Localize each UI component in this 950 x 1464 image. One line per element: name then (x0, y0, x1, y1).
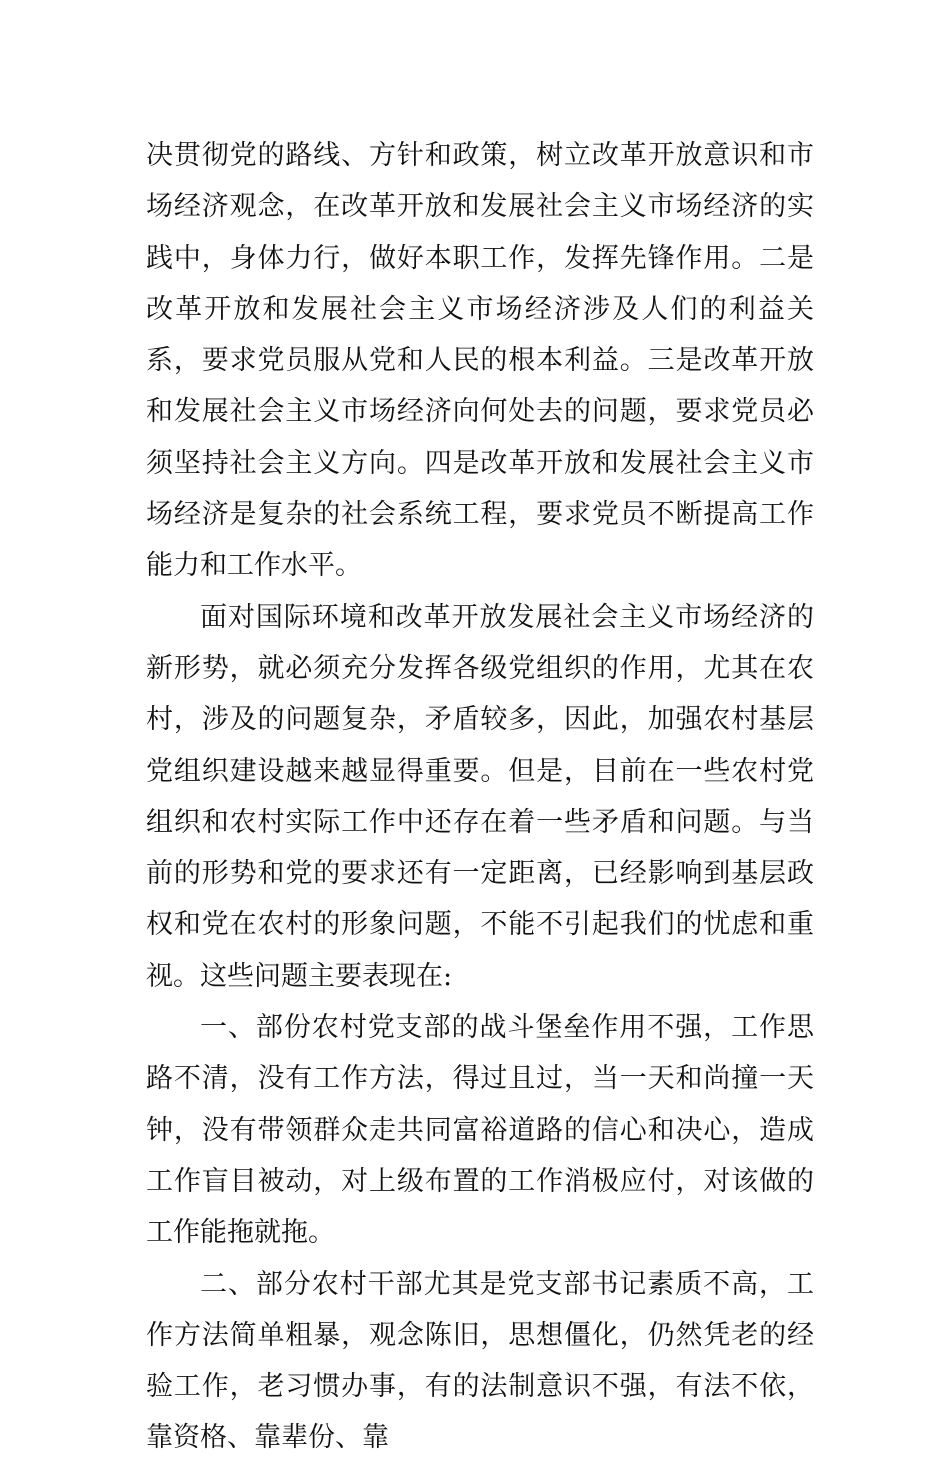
paragraph-problem-two: 二、部分农村干部尤其是党支部书记素质不高，工作方法简单粗暴，观念陈旧，思想僵化，仍然凭老的经验工作，老习惯办事，有的法制意识不强，有法不依，靠资格、靠辈份、靠 (146, 1268, 814, 1454)
paragraph-problem-one: 一、部份农村党支部的战斗堡垒作用不强，工作思路不清，没有工作方法，得过且过，当一天和尚撞一天钟，没有带领群众走共同富裕道路的信心和决心，造成工作盲目被动，对上级布置的工作消极应付，对该做的工作能拖就拖。 (146, 1012, 814, 1249)
body-text (146, 130, 814, 1464)
paragraph-continued: 决贯彻党的路线、方针和政策，树立改革开放意识和市场经济观念，在改革开放和发展社会主义市场经济的实践中，身体力行，做好本职工作，发挥先锋作用。二是改革开放和发展社会主义市场经济涉及人们的利益关系，要求党员服从党和人民的根本利益。三是改革开放和发展社会主义市场经济向何处去的问题，要求党员必须坚持社会主义方向。四是改革开放和发展社会主义市场经济是复杂的社会系统工程，要求党员不断提高工作能力和工作水平。 (146, 140, 814, 582)
paragraph-new-situation: 面对国际环境和改革开放发展社会主义市场经济的新形势，就必须充分发挥各级党组织的作用，尤其在农村，涉及的问题复杂，矛盾较多，因此，加强农村基层党组织建设越来越显得重要。但是，目前在一些农村党组织和农村实际工作中还存在着一些矛盾和问题。与当前的形势和党的要求还有一定距离，已经影响到基层政权和党在农村的形象问题，不能不引起我们的忧虑和重视。这些问题主要表现在: (146, 601, 814, 992)
